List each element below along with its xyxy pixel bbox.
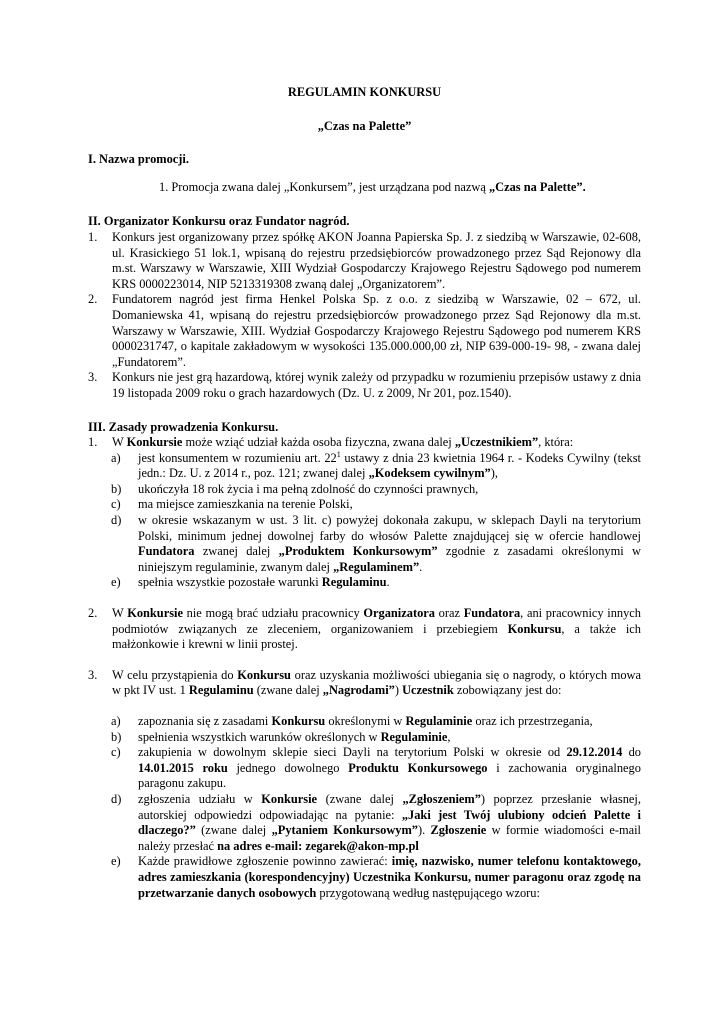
- list-item: c) zakupienia w dowolnym sklepie sieci Dayli na terytorium Polski w okresie od 29.12.2014 do 14.01.2015 roku jednego dowolnego Produktu Konkursowego i zachowania oryginalnego paragonu zakupu.: [111, 745, 641, 791]
- list-item: e) spełnia wszystkie pozostałe warunki Regulaminu.: [111, 575, 390, 590]
- contact-email: na adres e-mail: zegarek@akon-mp.pl: [217, 838, 419, 853]
- section-3-paragraph-3: 3. W celu przystąpienia do Konkursu oraz uzyskania możliwości ubiegania się o nagrody, o których mowa w pkt IV ust. 1 Regulaminu (zwane dalej „Nagrodami”) Uczestnik zobowiązany jest do:: [88, 667, 641, 698]
- section-3-paragraph-2: 2. W Konkursie nie mogą brać udziału pracownicy Organizatora oraz Fundatora, ani pracownicy innych podmiotów związanych ze zleceniem, organizowaniem i przebiegiem Konkursu, a także ich małżonkowie i krewni w linii prostej.: [88, 606, 641, 652]
- section-3-heading: III. Zasady prowadzenia Konkursu.: [88, 419, 279, 434]
- list-item: a) zapoznania się z zasadami Konkursu określonymi w Regulaminie oraz ich przestrzegania,: [111, 714, 593, 728]
- section-3-paragraph-1: 1. W Konkursie może wziąć udział każda osoba fizyczna, zwana dalej „Uczestnikiem”, która:: [88, 435, 574, 450]
- list-item: b) spełnienia wszystkich warunków określonych w Regulaminie,: [111, 729, 451, 744]
- section-1-heading: I. Nazwa promocji.: [88, 152, 189, 167]
- list-item: a) jest konsumentem w rozumieniu art. $22^1$ ustawy z dnia 23 kwietnia 1964 r. - Kodeks Cywilny (tekst jedn.: Dz. U. z 2014 r., poz. 121; zwanej dalej „Kodeksem cywilnym”),: [111, 449, 641, 481]
- list-item: e) Każde prawidłowe zgłoszenie powinno zawierać: imię, nazwisko, numer telefonu kontaktowego, adres zamieszkania (korespondencyjny) Uczestnika Konkursu, numer paragonu oraz zgodę na przetwarzanie danych osobowych przygotowaną według następującego wzoru:: [111, 854, 641, 900]
- document-page: [88, 81, 641, 901]
- list-item: d) zgłoszenia udziału w Konkursie (zwane dalej „Zgłoszeniem”) poprzez przesłanie własnej, autorskiej odpowiedzi odpowiadając na pytanie: „Jaki jest Twój ulubiony odcień Palette i dlaczego?” (zwane dalej „Pytaniem Konkursowym”). Zgłoszenie w formie wiadomości e-mail należy przesłać na adres e-mail: zegarek@akon-mp.pl: [111, 791, 641, 853]
- section-2-heading: II. Organizator Konkursu oraz Fundator nagród.: [88, 214, 350, 229]
- section-2-item: 3. Konkurs nie jest grą hazardową, której wynik zależy od przypadku w rozumieniu przepisów ustawy z dnia 19 listopada 2009 roku o grach hazardowych (Dz. U. z 2009, Nr 201, poz.1540).: [88, 370, 641, 400]
- list-item: d) w okresie wskazanym w ust. 3 lit. c) powyżej dokonała zakupu, w sklepach Dayli na terytorium Polski, minimum jednej dowolnej farby do włosów Palette znajdującej się w ofercie handlowej Fundatora zwanej dalej „Produktem Konkursowym” zgodnie z zasadami określonymi w niniejszym regulaminie, zwanym dalej „Regulaminem”.: [111, 513, 641, 574]
- list-item: b) ukończyła 18 rok życia i ma pełną zdolność do czynności prawnych,: [111, 481, 479, 496]
- document-title: REGULAMIN KONKURSU: [287, 85, 442, 99]
- section-1-item: 1. Promocja zwana dalej „Konkursem”, jest urządzana pod nazwą „Czas na Palette”.: [159, 179, 586, 194]
- list-item: c) ma miejsce zamieszkania na terenie Polski,: [111, 497, 353, 512]
- section-2-item: 1. Konkurs jest organizowany przez spółkę AKON Joanna Papierska Sp. J. z siedzibą w Warszawie, 02-608, ul. Krasickiego 51 lok.1, wpisaną do rejestru przedsiębiorców prowadzonego przez Sąd Rejonowy dla m.st. Warszawy w Warszawie, XIII Wydział Gospodarczy Krajowego Rejestru Sądowego pod numerem KRS 0000223014, NIP 5213319308 zwaną dalej „Organizatorem”.: [88, 229, 641, 291]
- section-2-item: 2. Fundatorem nagród jest firma Henkel Polska Sp. z o.o. z siedzibą w Warszawie, 02 – 672, ul. Domaniewska 41, wpisaną do rejestru przedsiębiorców prowadzonego przez Sąd Rejonowy dla m.st. Warszawy w Warszawie, XIII. Wydział Gospodarczy Krajowego Rejestru Sądowego pod numerem KRS 0000231747, o kapitale zakładowym w wysokości 135.000.000,00 zł, NIP 639-000-19- 98, - zwana dalej „Fundatorem”.: [88, 292, 641, 369]
- document-subtitle: „Czas na Palette”: [317, 118, 412, 133]
